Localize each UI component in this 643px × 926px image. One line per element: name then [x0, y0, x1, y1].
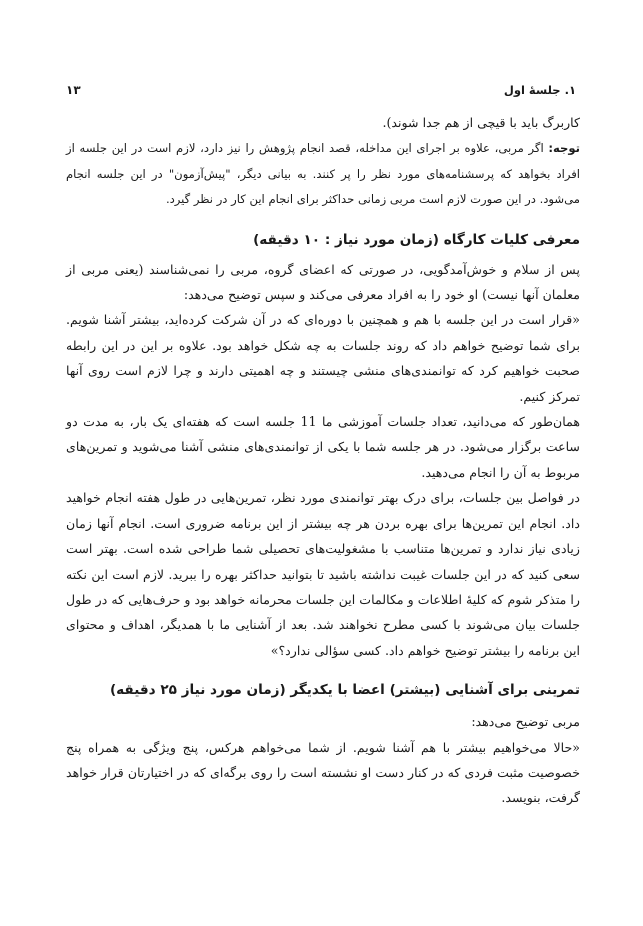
- paragraph: پس از سلام و خوش‌آمدگویی، در صورتی که اعضای گروه، مربی را نمی‌شناسند (یعنی مربی از معلمان آنها نیست) او خود را به افراد معرفی می‌کند و سپس توضیح می‌دهد:: [66, 261, 580, 303]
- paragraph: مربی توضیح می‌دهد:: [471, 714, 580, 730]
- paragraph: «قرار است در این جلسه با هم و همچنین با دوره‌ای که در آن شرکت کرده‌اید، بیشتر آشنا شویم. برای شما توضیح خواهم داد که روند جلسات به چه شکل خواهد بود. علاوه بر این در این رابطه صحبت خواهیم کرد که توانمندی‌های منشی چیستند و چه اهمیتی دارند و چرا لازم است روی آنها تمرکز کنیم.: [66, 312, 580, 404]
- section-heading: معرفی کلیات کارگاه (زمان مورد نیاز : ۱۰ دقیقه): [253, 231, 580, 248]
- page-body: [66, 110, 580, 811]
- paragraph: «حالا می‌خواهیم بیشتر با هم آشنا شویم. از شما می‌خواهم هرکس، پنج ویژگی به همراه پنج خصوصیت مثبت فردی که در کنار دست او نشسته است را روی برگه‌ای که در اختیارتان قرار خواهد گرفت، بنویسد.: [66, 739, 580, 806]
- paragraph: در فواصل بین جلسات، برای درک بهتر توانمندی مورد نظر، تمرین‌هایی در طول هفته انجام خواهید داد. انجام این تمرین‌ها برای بهره بردن هر چه بیشتر از این برنامه ضروری است. انجام آنها زمان زیادی نیاز ندارد و تمرین‌ها متناسب با مشغولیت‌های تحصیلی شما طراحی شده است. بهتر است سعی کنید که در این جلسات غیبت نداشته باشید تا بتوانید حداکثر بهره را ببرید. لازم است این نکته را متذکر شوم که کلیهٔ اطلاعات و مکالمات این جلسات محرمانه خواهد بود و حرف‌هایی که در طول جلسات بیان می‌شوند با کسی مطرح نخواهند شد. بعد از آشنایی ما با همدیگر، اهداف و محتوای این برنامه را بیشتر توضیح خواهم داد. کسی سؤالی ندارد؟»: [66, 490, 580, 658]
- chapter-label: ۱. جلسهٔ اول: [503, 83, 576, 97]
- running-header: [66, 80, 576, 100]
- page-number: ۱۳: [66, 83, 81, 97]
- paragraph: همان‌طور که می‌دانید، تعداد جلسات آموزشی ما 11 جلسه است که هفته‌ای یک بار، به مدت دو ساعت برگزار می‌شود. در هر جلسه شما با یکی از توانمندی‌های منشی آشنا می‌شوید و تمرین‌های مربوط به آن را انجام می‌دهید.: [66, 414, 580, 480]
- note-text: اگر مربی، علاوه بر اجرای این مداخله، قصد انجام پژوهش را نیز دارد، لازم است در این جلسه از افراد بخواهد که پرسشنامه‌های مورد نظر را پر کنند. به بیانی دیگر، "پیش‌آزمون" در این جلسه انجام می‌شود. در این صورت لازم است مربی زمانی حداکثر برای انجام این کار در نظر گیرد.: [66, 141, 580, 207]
- section-heading: تمرینی برای آشنایی (بیشتر) اعضا با یکدیگر (زمان مورد نیاز ۲۵ دقیقه): [109, 682, 580, 699]
- note-paragraph: [66, 136, 580, 212]
- paragraph: کاربرگ باید با قیچی از هم جدا شوند).: [382, 115, 580, 130]
- note-label: توجه:: [548, 141, 580, 156]
